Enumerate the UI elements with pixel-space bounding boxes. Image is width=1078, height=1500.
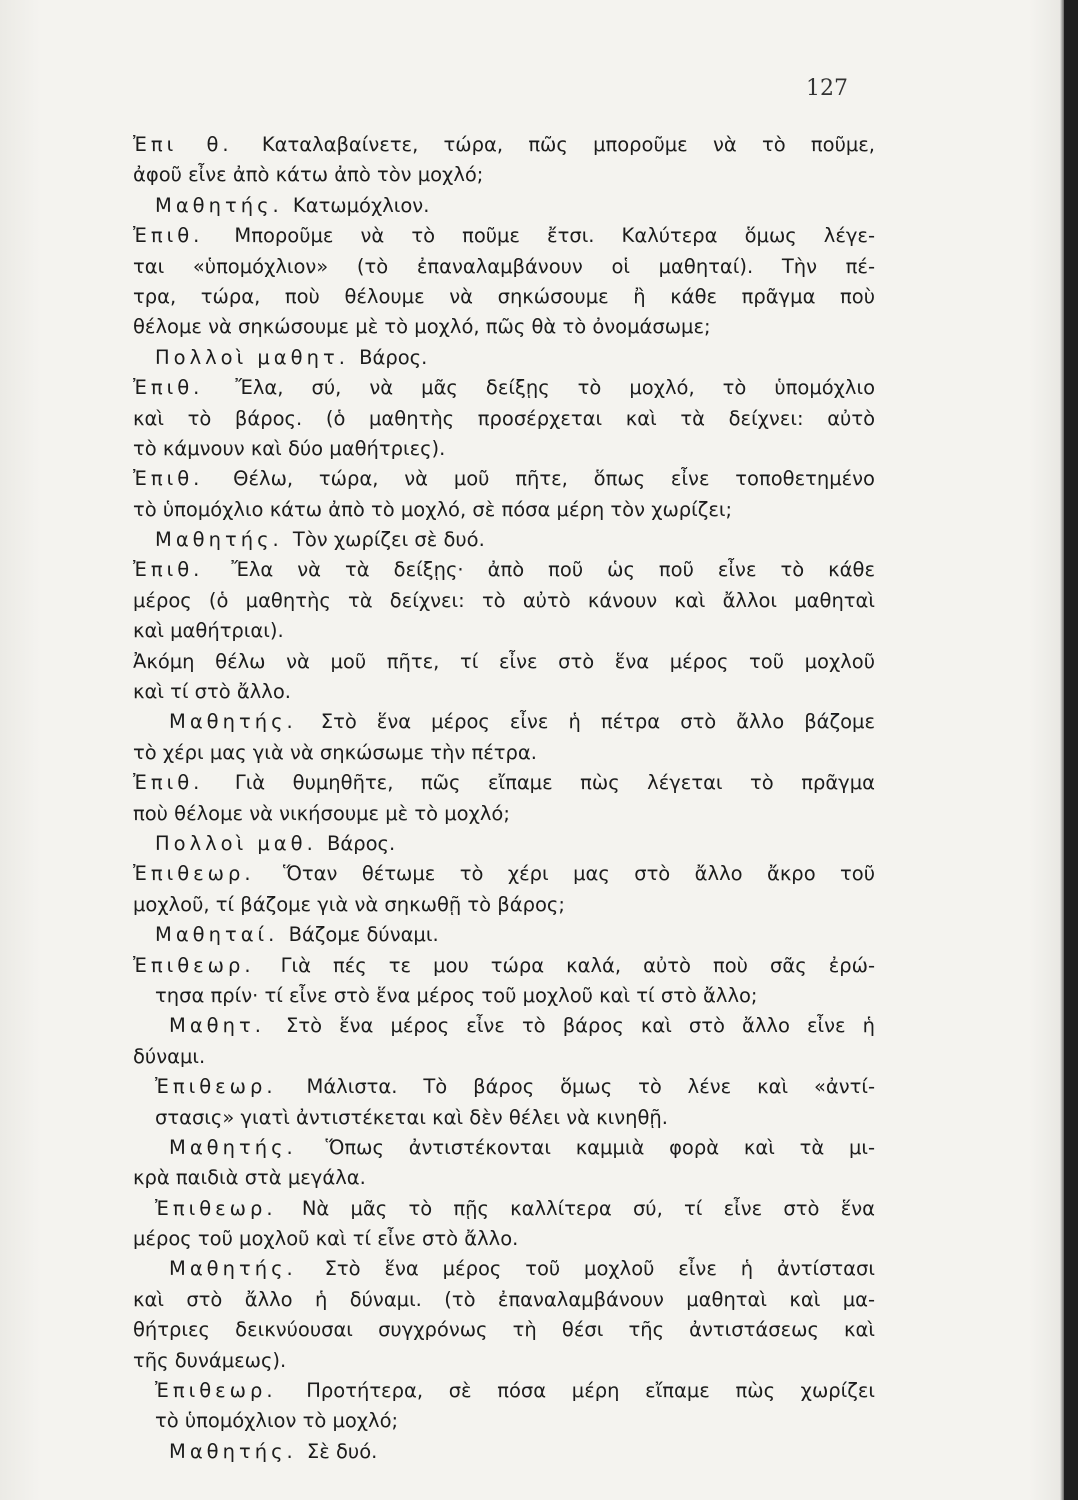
text-line [133,373,875,403]
text-line [133,1315,875,1345]
line-text: Βάρος. [359,345,428,369]
speaker-label: Μαθητής. [155,193,293,217]
text-line [133,920,875,950]
line-text: Ἔλα νὰ τὰ δείξῃς· ἀπὸ ποῦ ὡς ποῦ εἶνε τὸ κάθε [231,558,875,582]
text-line [133,616,875,646]
line-text: τησα πρίν· τί εἶνε στὸ ἕνα μέρος τοῦ μοχλοῦ καὶ τί στὸ ἄλλο; [155,983,758,1007]
text-line [133,768,875,798]
text-line [133,1437,875,1467]
line-text: μέρος τοῦ μοχλοῦ καὶ τί εἶνε στὸ ἄλλο. [133,1227,519,1251]
text-line [133,1011,875,1041]
line-text: Στὸ ἕνα μέρος τοῦ μοχλοῦ εἶνε ἡ ἀντίστασι [324,1257,875,1281]
line-text: καὶ τί στὸ ἄλλο. [133,680,291,704]
line-text: Ἔλα, σύ, νὰ μᾶς δείξῃς τὸ μοχλό, τὸ ὑπομόχλιο [235,376,875,400]
text-line [133,707,875,737]
text-line [133,1406,875,1436]
speaker-label: Μαθητής. [169,1257,325,1281]
dialogue-text [133,130,875,1467]
scan-edge [1064,0,1078,1500]
text-line [133,495,875,525]
line-text: τῆς δυνάμεως). [133,1348,287,1372]
text-line [133,738,875,768]
line-text: καὶ τὸ βάρος. (ὁ μαθητὴς προσέρχεται καὶ τὰ δείχνει: αὐτὸ [133,406,875,430]
text-line [133,252,875,282]
line-text: καὶ στὸ ἄλλο ἡ δύναμι. (τὸ ἐπαναλαμβάνουν μαθηταὶ καὶ μα- [133,1287,875,1311]
text-line [133,1376,875,1406]
speaker-label: Μαθητής. [169,1439,307,1463]
line-text: καὶ μαθήτριαι). [133,619,284,643]
text-line [133,677,875,707]
speaker-label: Μαθητ. [169,1014,287,1038]
text-line [133,1103,875,1133]
text-line [133,890,875,920]
line-text: Ὅπως ἀντιστέκονται καμμιὰ φορὰ καὶ τὰ μι- [325,1135,875,1159]
text-line [133,312,875,342]
text-line [133,1163,875,1193]
text-line [133,555,875,585]
text-line [133,525,875,555]
text-line [133,799,875,829]
text-line [133,282,875,312]
speaker-label: Ἐπιθεωρ. [155,1379,307,1403]
line-text: ἀφοῦ εἶνε ἀπὸ κάτω ἀπὸ τὸν μοχλό; [133,163,484,187]
line-text: Ὅταν θέτωμε τὸ χέρι μας στὸ ἄλλο ἄκρο τοῦ [283,862,875,886]
line-text: δύναμι. [133,1044,206,1068]
text-line [133,829,875,859]
text-line [133,191,875,221]
text-line [133,1042,875,1072]
line-text: Κατωμόχλιον. [292,193,430,217]
line-text: Ἀκόμη θέλω νὰ μοῦ πῆτε, τί εἶνε στὸ ἕνα μέρος τοῦ μοχλοῦ [133,649,875,673]
text-line [133,464,875,494]
page-number: 127 [806,76,848,101]
speaker-label: Μαθητής. [169,1135,326,1159]
text-line [133,981,875,1011]
speaker-label: Πολλοὶ μαθητ. [155,345,360,369]
speaker-label: Ἐπιθ. [133,224,235,248]
text-line [133,647,875,677]
line-text: Νὰ μᾶς τὸ πῇς καλλίτερα σύ, τί εἶνε στὸ ἕνα [301,1196,875,1220]
text-line [133,343,875,373]
speaker-label: Ἐπιθεωρ. [155,1196,302,1220]
line-text: τὸ ὑπομόχλιον τὸ μοχλό; [155,1409,399,1433]
text-line [133,586,875,616]
speaker-label: Μαθητής. [155,528,293,552]
text-line [133,1224,875,1254]
line-text: τὸ ὑπομόχλιο κάτω ἀπὸ τὸ μοχλό, σὲ πόσα μέρη τὸν χωρίζει; [133,497,733,521]
text-line [133,1254,875,1284]
speaker-label: Ἐπιθεωρ. [133,862,284,886]
text-line [133,130,875,160]
line-text: Μάλιστα. Τὸ βάρος ὅμως τὸ λένε καὶ «ἀντί- [306,1075,875,1099]
line-text: Σὲ δυό. [306,1439,378,1463]
speaker-label: Ἐπιθ. [133,558,232,582]
line-text: Γιὰ πές τε μου τώρα καλά, αὐτὸ ποὺ σᾶς ἐρώ- [280,953,875,977]
line-text: Γιὰ θυμηθῆτε, πῶς εἴπαμε πὼς λέγεται τὸ πρᾶγμα [234,771,875,795]
line-text: Στὸ ἕνα μέρος εἶνε ἡ πέτρα στὸ ἄλλο βάζομε [320,710,875,734]
line-text: Καταλαβαίνετε, τώρα, πῶς μποροῦμε νὰ τὸ ποῦμε, [261,133,875,156]
line-text: Προτήτερα, σὲ πόσα μέρη εἴπαμε πὼς χωρίζει [306,1379,875,1403]
speaker-label: Ἐπιθεωρ. [155,1075,307,1099]
line-text: ποὺ θέλομε νὰ νικήσουμε μὲ τὸ μοχλό; [133,801,510,825]
line-text: τρα, τώρα, ποὺ θέλουμε νὰ σηκώσουμε ἢ κάθε πρᾶγμα ποὺ [133,284,875,308]
line-text: Βάζομε δύναμι. [288,923,439,947]
text-line [133,160,875,190]
text-line [133,221,875,251]
speaker-label: Ἐπιθ. [133,376,236,400]
line-text: τὸ χέρι μας γιὰ νὰ σηκώσωμε τὴν πέτρα. [133,740,537,764]
speaker-label: Πολλοὶ μαθ. [155,831,327,855]
line-text: Μποροῦμε νὰ τὸ ποῦμε ἔτσι. Καλύτερα ὅμως λέγε- [234,224,875,248]
line-text: Τὸν χωρίζει σὲ δυό. [292,528,485,552]
line-text: στασις» γιατὶ ἀντιστέκεται καὶ δὲν θέλει νὰ κινηθῇ. [155,1105,668,1129]
line-text: Στὸ ἕνα μέρος εἶνε τὸ βάρος καὶ στὸ ἄλλο εἶνε ἡ [286,1014,875,1038]
line-text: μοχλοῦ, τί βάζομε γιὰ νὰ σηκωθῇ τὸ βάρος; [133,892,565,916]
line-text: θήτριες δεικνύουσαι συγχρόνως τὴ θέσι τῆς ἀντιστάσεως καὶ [133,1318,875,1342]
speaker-label: Ἐπι θ. [133,133,262,156]
text-line [133,1072,875,1102]
speaker-label: Ἐπιθεωρ. [133,953,281,977]
speaker-label: Μαθητής. [169,710,321,734]
line-text: μέρος (ὁ μαθητὴς τὰ δείχνει: τὸ αὐτὸ κάνουν καὶ ἄλλοι μαθηταὶ [133,588,875,612]
text-line [133,1346,875,1376]
line-text: Βάρος. [327,831,396,855]
text-line [133,1285,875,1315]
line-text: θέλομε νὰ σηκώσουμε μὲ τὸ μοχλό, πῶς θὰ τὸ ὀνομάσωμε; [133,315,711,339]
speaker-label: Ἐπιθ. [133,467,234,491]
text-line [133,434,875,464]
text-line [133,404,875,434]
speaker-label: Μαθηταί. [155,923,289,947]
text-line [133,859,875,889]
line-text: ται «ὑπομόχλιον» (τὸ ἐπαναλαμβάνουν οἱ μαθηταί). Τὴν πέ- [133,254,875,278]
text-line [133,1194,875,1224]
line-text: κρὰ παιδιὰ στὰ μεγάλα. [133,1166,366,1190]
text-line [133,951,875,981]
line-text: τὸ κάμνουν καὶ δύο μαθήτριες). [133,436,446,460]
text-line [133,1133,875,1163]
speaker-label: Ἐπιθ. [133,771,235,795]
line-text: Θέλω, τώρα, νὰ μοῦ πῆτε, ὅπως εἶνε τοποθετημένο [233,467,875,491]
